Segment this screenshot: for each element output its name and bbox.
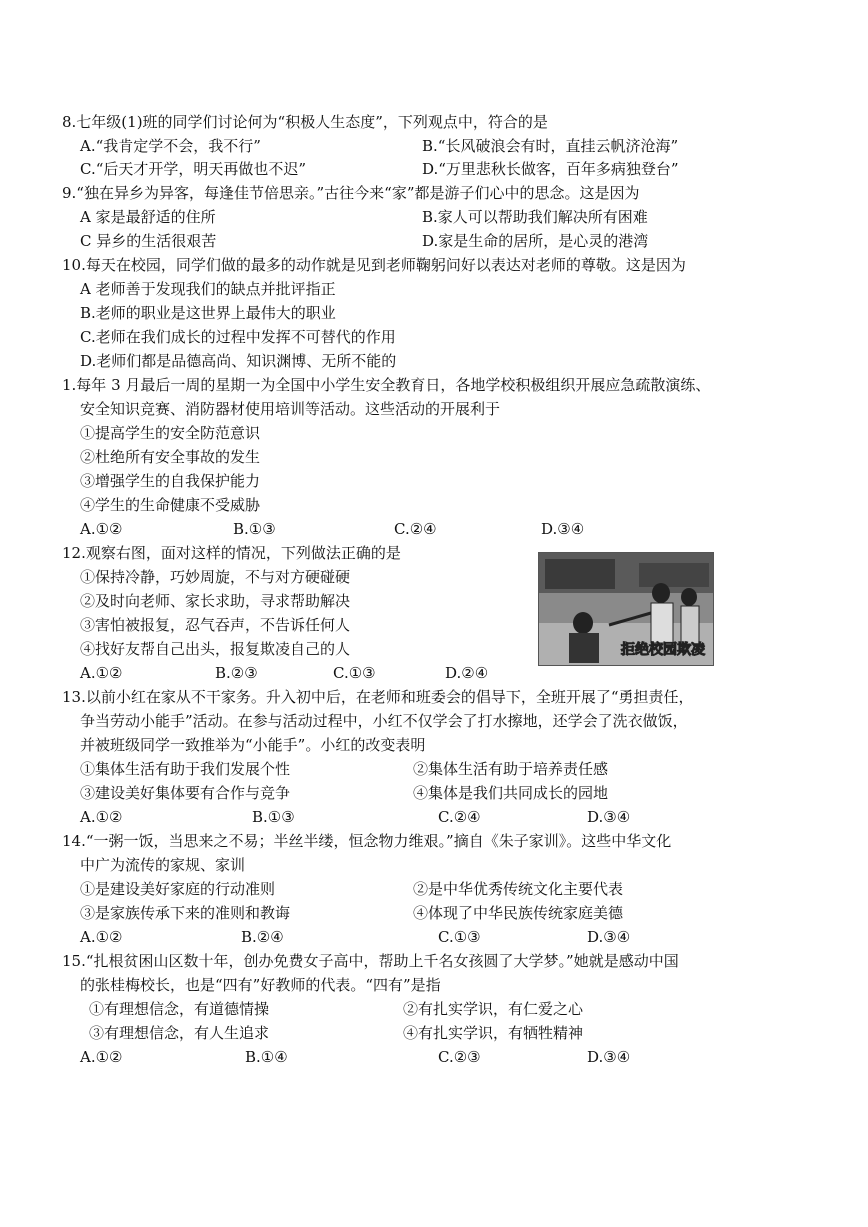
text-line: ①保持冷静，巧妙周旋，不与对方硬碰硬 [80,568,351,586]
text-line: 10.每天在校园，同学们做的最多的动作就是见到老师鞠躬问好以表达对老师的尊敬。这是因为 [62,256,686,274]
text-line: B.②③ [215,664,258,682]
text-line: C.②③ [438,1048,481,1066]
text-line: 12.观察右图，面对这样的情况，下列做法正确的是 [62,544,401,562]
text-line: 1.每年 3 月最后一周的星期一为全国中小学生安全教育日，各地学校积极组织开展应急疏散演练、 [62,376,711,394]
text-line: C 异乡的生活很艰苦 [80,232,217,250]
text-line: 14.“一粥一饭，当思来之不易；半丝半缕，恒念物力维艰。”摘自《朱子家训》。这些中华文化 [62,832,672,850]
bullying-illustration [538,552,714,666]
text-line: ①集体生活有助于我们发展个性 [80,760,291,778]
text-line: ①是建设美好家庭的行动准则 [80,880,276,898]
text-line: A.①② [80,664,123,682]
text-line: A 老师善于发现我们的缺点并批评指正 [80,280,336,298]
text-line: A.①② [80,1048,123,1066]
text-line: B.老师的职业是这世界上最伟大的职业 [80,304,336,322]
text-line: ②集体生活有助于培养责任感 [413,760,609,778]
text-line: A.①② [80,928,123,946]
text-line: 15.“扎根贫困山区数十年，创办免费女子高中，帮助上千名女孩圆了大学梦。”她就是感动中国 [62,952,679,970]
text-line: C.“后天才开学，明天再做也不迟” [80,160,307,178]
text-line: ③是家族传承下来的准则和教诲 [80,904,291,922]
text-line: ①提高学生的安全防范意识 [80,424,261,442]
text-line: ④集体是我们共同成长的园地 [413,784,609,802]
text-line: 安全知识竞赛、消防器材使用培训等活动。这些活动的开展利于 [80,400,501,418]
text-line: 中广为流传的家规、家训 [80,856,246,874]
text-line: D.家是生命的居所，是心灵的港湾 [422,232,649,250]
text-line: A.①② [80,520,123,538]
text-line: B.家人可以帮助我们解决所有困难 [422,208,648,226]
text-line: ③有理想信念，有人生追求 [89,1024,270,1042]
text-line: ②杜绝所有安全事故的发生 [80,448,261,466]
text-line: C.①③ [333,664,376,682]
text-line: D.③④ [541,520,585,538]
text-line: ④学生的生命健康不受威胁 [80,496,261,514]
text-line: 争当劳动小能手”活动。在参与活动过程中，小红不仅学会了打水擦地，还学会了洗衣做饭， [80,712,688,730]
text-line: A.①② [80,808,123,826]
text-line: A.“我肯定学不会，我不行” [80,137,261,155]
text-line: 8.七年级(1)班的同学们讨论何为“积极人生态度”，下列观点中，符合的是 [62,113,548,131]
text-line: B.“长风破浪会有时，直挂云帆济沧海” [422,137,679,155]
text-line: D.老师们都是品德高尚、知识渊博、无所不能的 [80,352,397,370]
text-line: 并被班级同学一致推举为“小能手”。小红的改变表明 [80,736,426,754]
text-line: D.③④ [587,808,631,826]
text-line: ④有扎实学识，有牺牲精神 [403,1024,584,1042]
text-line: 13.以前小红在家从不干家务。升入初中后，在老师和班委会的倡导下，全班开展了“勇担责任， [62,688,694,706]
text-line: ②及时向老师、家长求助，寻求帮助解决 [80,592,351,610]
text-line: C.老师在我们成长的过程中发挥不可替代的作用 [80,328,396,346]
text-line: ②是中华优秀传统文化主要代表 [413,880,624,898]
text-line: D.③④ [587,1048,631,1066]
text-line: ②有扎实学识，有仁爱之心 [403,1000,584,1018]
text-line: D.③④ [587,928,631,946]
text-line: D.“万里悲秋长做客，百年多病独登台” [422,160,679,178]
text-line: ④体现了中华民族传统家庭美德 [413,904,624,922]
illustration-caption: 拒绝校园欺凌 [621,642,705,658]
text-line: ③增强学生的自我保护能力 [80,472,261,490]
text-line: 的张桂梅校长，也是“四有”好教师的代表。“四有”是指 [80,976,441,994]
text-line: B.①③ [233,520,276,538]
text-line: B.①④ [245,1048,288,1066]
text-line: D.②④ [445,664,489,682]
text-line: A 家是最舒适的住所 [80,208,216,226]
text-line: C.①③ [438,928,481,946]
text-line: ③害怕被报复，忍气吞声，不告诉任何人 [80,616,351,634]
text-line: C.②④ [394,520,437,538]
text-line: 9.“独在异乡为异客，每逢佳节倍思亲。”古往今来“家”都是游子们心中的思念。这是因为 [62,184,640,202]
text-line: ③建设美好集体要有合作与竞争 [80,784,291,802]
text-line: C.②④ [438,808,481,826]
text-line: ①有理想信念，有道德情操 [89,1000,270,1018]
text-line: ④找好友帮自己出头，报复欺凌自己的人 [80,640,351,658]
text-line: B.②④ [241,928,284,946]
text-line: B.①③ [252,808,295,826]
